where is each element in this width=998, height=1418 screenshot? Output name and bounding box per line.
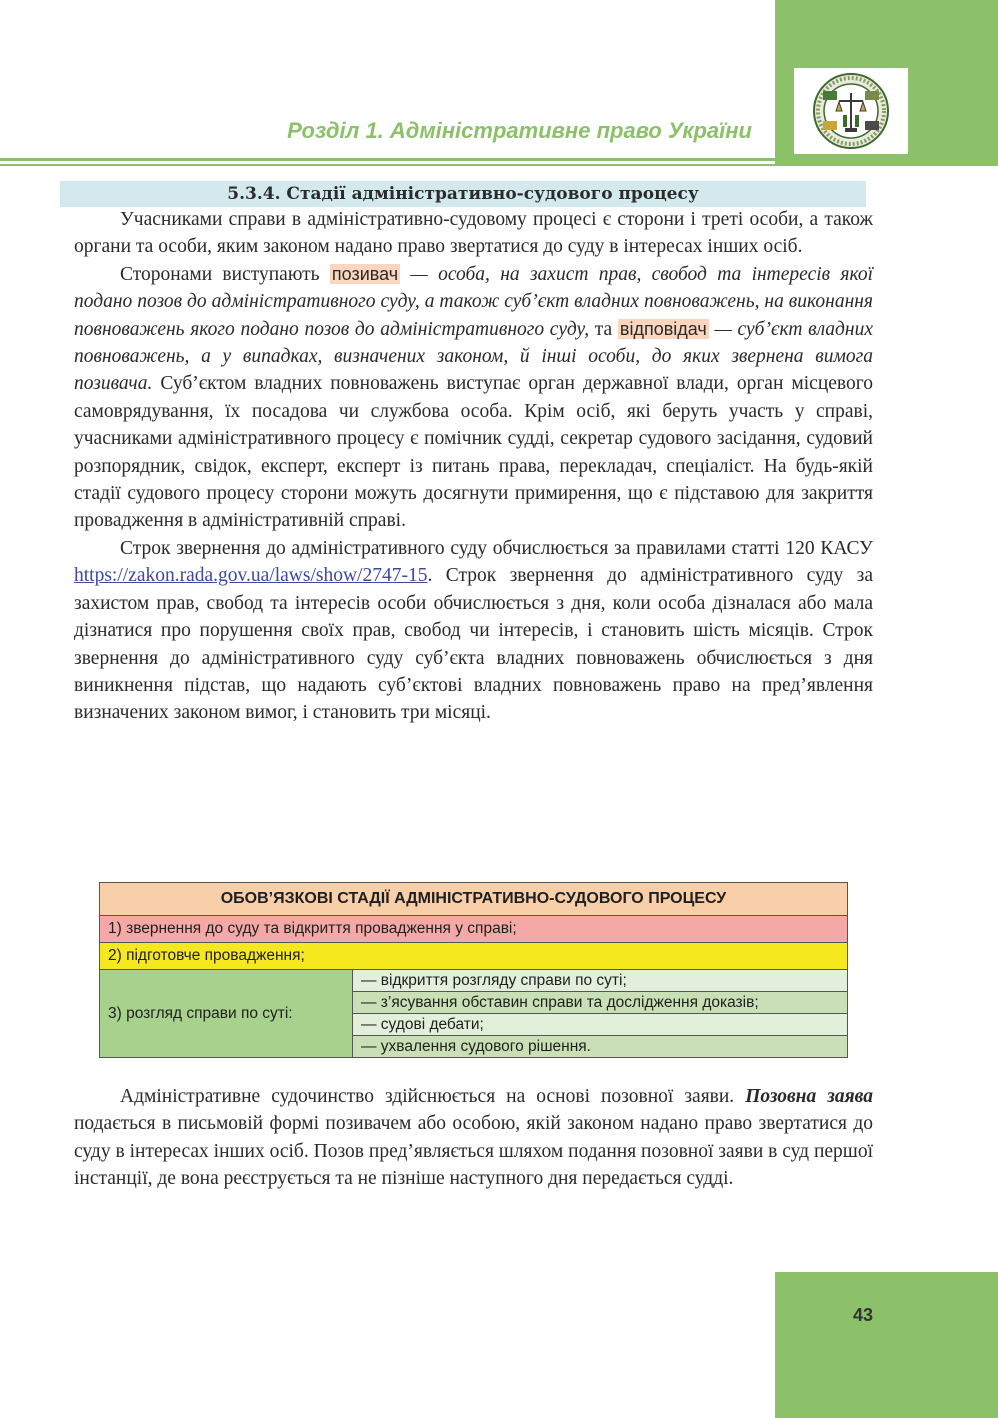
emblem-logo xyxy=(794,68,908,154)
law-link[interactable]: https://zakon.rada.gov.ua/laws/show/2747-15 xyxy=(74,565,428,587)
section-heading: 5.3.4. Стадії адміністративно-судового процесу xyxy=(60,181,866,207)
stage-2-row xyxy=(100,943,848,970)
stage-3: 3) розгляд справи по суті: xyxy=(100,970,353,1058)
term-defendant: відповідач xyxy=(619,318,707,339)
scales-of-justice-seal-icon xyxy=(803,71,899,151)
chapter-title: Розділ 1. Адміністративне право України xyxy=(287,118,752,143)
plaintiff-definition: — особа, на захист прав, свобод та інтересів якої подано позов до адміністративного суду, а також суб’єкт владних повноважень, на виконання повноважень якого подано позов до адміністративного суду, xyxy=(74,263,874,340)
defendant-definition: — суб’єкт владних повноважень, а у випадках, визначених законом, й інші особи, до яких звернена вимога позивача. xyxy=(74,318,874,395)
stage-1-row xyxy=(100,916,848,943)
claim-details: подається в письмовій формі позивачем або особою, якій законом надано право звертатися до суду в інтересах інших осіб. Позов пред’являється шляхом подання позовної заяви в суд першої інстанції, де вона реєструється та не пізніше наступного дня передається судді. xyxy=(74,1113,873,1190)
body-text-bottom xyxy=(74,1083,873,1193)
stage-3-row xyxy=(100,970,848,992)
substage-item: — судові дебати; xyxy=(353,1014,848,1036)
term-statement-of-claim: Позовна заява xyxy=(745,1086,873,1107)
paragraph-parties xyxy=(74,261,873,535)
term-plaintiff: позивач xyxy=(331,263,399,284)
terms-details: . Строк звернення до адміністративного суду за захистом прав, свобод та інтересів особи обчислюється з дня, коли особа дізналася або мала дізнатися про порушення своїх прав, свобод чи інтересів, і становить шість місяців. Строк звернення до адміністративного суду суб’єкта владних повноважень обчислюється з дня виникнення підстав, що надають суб’єктові владних повноважень право на пред’явлення визначених законом вимог, і становить три місяці. xyxy=(74,565,873,724)
table-title-row xyxy=(100,883,848,916)
stage-1: 1) звернення до суду та відкриття провадження у справі; xyxy=(100,916,848,943)
paragraph-participants: Учасниками справи в адміністративно-судовому процесі є сторони і треті особи, а також органи та особи, яким законом надано право звертатися до суду в інтересах інших осіб. xyxy=(74,209,873,258)
paragraph-terms xyxy=(74,535,873,727)
table-title: ОБОВ’ЯЗКОВІ СТАДІЇ АДМІНІСТРАТИВНО-СУДОВОГО ПРОЦЕСУ xyxy=(100,883,848,916)
header-divider xyxy=(0,158,775,161)
parties-details: Суб’єктом владних повноважень виступає орган державної влади, орган місцевого самоврядування, їх посадова чи службова особа. Крім осіб, які беруть участь у справі, учасниками адміністративного процесу є помічник судді, секретар судового засідання, судовий розпорядник, свідок, експерт, експерт із питань права, перекладач, спеціаліст. На будь-якій стадії судового процесу сторони можуть досягнути примирення, що є підставою для закриття провадження в адміністративній справі. xyxy=(74,373,873,532)
header-divider-secondary xyxy=(0,164,998,166)
page-number: 43 xyxy=(852,1305,874,1325)
substage-item: — відкриття розгляду справи по суті; xyxy=(353,970,848,992)
footer-green-block xyxy=(775,1272,998,1418)
body-text-top xyxy=(74,206,873,727)
substage-item: — з’ясування обставин справи та дослідження доказів; xyxy=(353,992,848,1014)
terms-intro: Строк звернення до адміністративного суду обчислюється за правилами статті 120 КАСУ xyxy=(120,537,873,559)
substage-item: — ухвалення судового рішення. xyxy=(353,1036,848,1058)
conjunction-and: та xyxy=(594,318,613,340)
paragraph-statement-of-claim xyxy=(74,1083,873,1193)
claim-intro: Адміністративне судочинство здійснюється на основі позовної заяви. xyxy=(120,1086,735,1107)
stage-2: 2) підготовче провадження; xyxy=(100,943,848,970)
parties-intro: Сторонами виступають xyxy=(120,263,320,285)
stages-table xyxy=(99,882,848,1058)
